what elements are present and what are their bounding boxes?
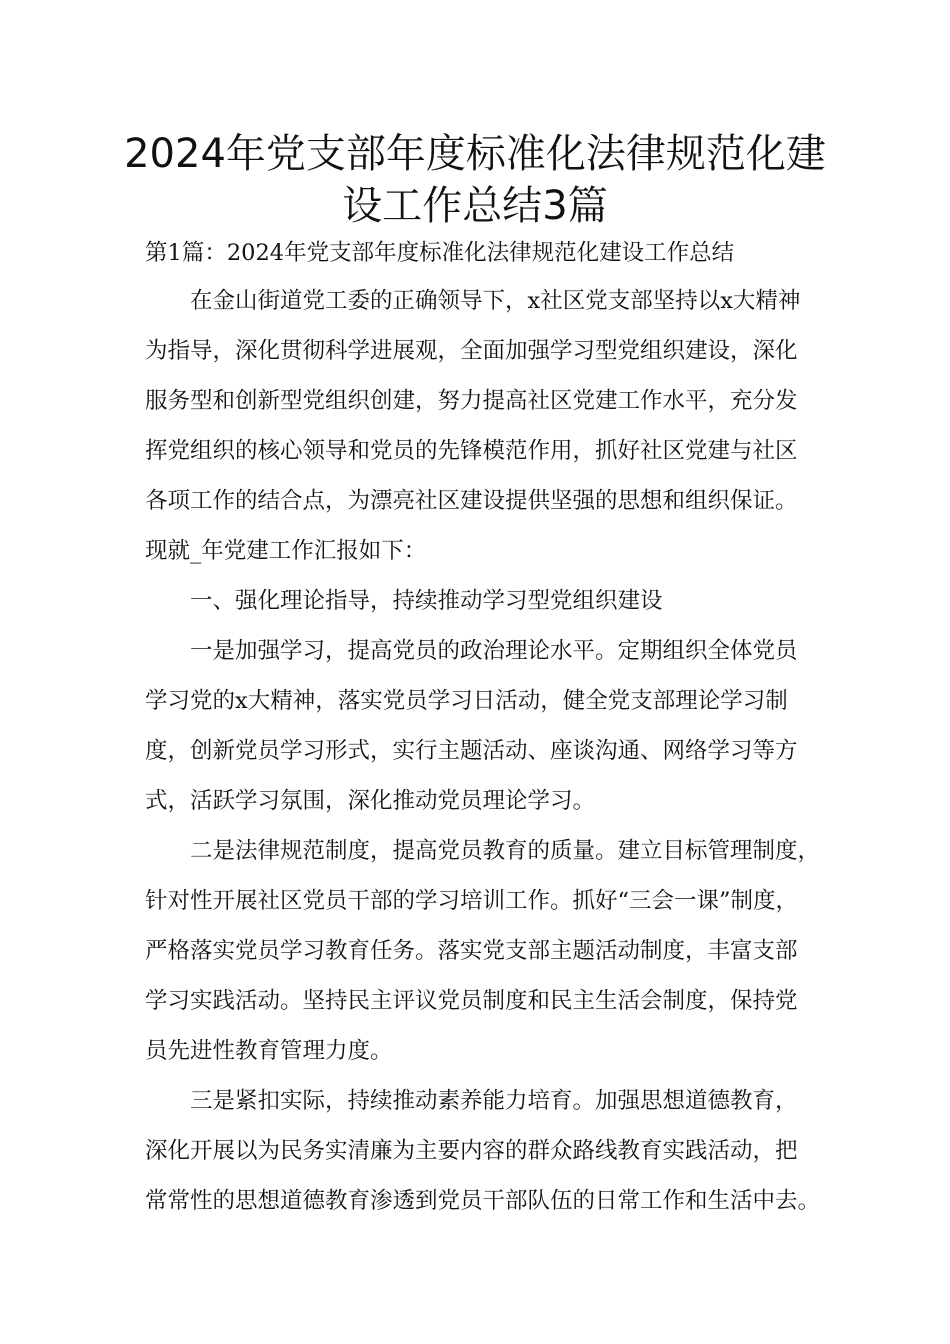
- paragraph-line: 学习实践活动。坚持民主评议党员制度和民主生活会制度，保持党: [145, 988, 798, 1014]
- document-title-line-1: 2024年党支部年度标准化法律规范化建: [124, 131, 826, 177]
- paragraph-line: 服务型和创新型党组织创建，努力提高社区党建工作水平，充分发: [145, 388, 798, 414]
- paragraph-line: 常常性的思想道德教育渗透到党员干部队伍的日常工作和生活中去。: [145, 1188, 821, 1214]
- paragraph-line: 严格落实党员学习教育任务。落实党支部主题活动制度，丰富支部: [145, 938, 798, 964]
- paragraph-line: 挥党组织的核心领导和党员的先锋模范作用，抓好社区党建与社区: [145, 438, 798, 464]
- paragraph-line: 深化开展以为民务实清廉为主要内容的群众路线教育实践活动，把: [145, 1138, 798, 1164]
- section-heading: 第1篇：2024年党支部年度标准化法律规范化建设工作总结: [145, 240, 735, 266]
- paragraph-line: 各项工作的结合点，为漂亮社区建设提供坚强的思想和组织保证。: [145, 488, 798, 514]
- paragraph-line: 针对性开展社区党员干部的学习培训工作。抓好“三会一课”制度，: [145, 888, 799, 914]
- paragraph-line: 一是加强学习，提高党员的政治理论水平。定期组织全体党员: [190, 638, 798, 664]
- paragraph-line: 二是法律规范制度，提高党员教育的质量。建立目标管理制度，: [190, 838, 821, 864]
- paragraph-line: 员先进性教育管理力度。: [145, 1038, 393, 1064]
- paragraph-line: 为指导，深化贯彻科学进展观，全面加强学习型党组织建设，深化: [145, 338, 798, 364]
- paragraph-line: 度，创新党员学习形式，实行主题活动、座谈沟通、网络学习等方: [145, 738, 798, 764]
- paragraph-line: 现就_年党建工作汇报如下：: [145, 538, 427, 564]
- subheading: 一、强化理论指导，持续推动学习型党组织建设: [190, 588, 663, 614]
- paragraph-line: 在金山街道党工委的正确领导下，x社区党支部坚持以x大精神: [190, 288, 801, 314]
- paragraph-line: 学习党的x大精神，落实党员学习日活动，健全党支部理论学习制: [145, 688, 788, 714]
- paragraph-line: 三是紧扣实际，持续推动素养能力培育。加强思想道德教育，: [190, 1088, 798, 1114]
- paragraph-line: 式，活跃学习氛围，深化推动党员理论学习。: [145, 788, 596, 814]
- document-title-line-2: 设工作总结3篇: [342, 183, 608, 229]
